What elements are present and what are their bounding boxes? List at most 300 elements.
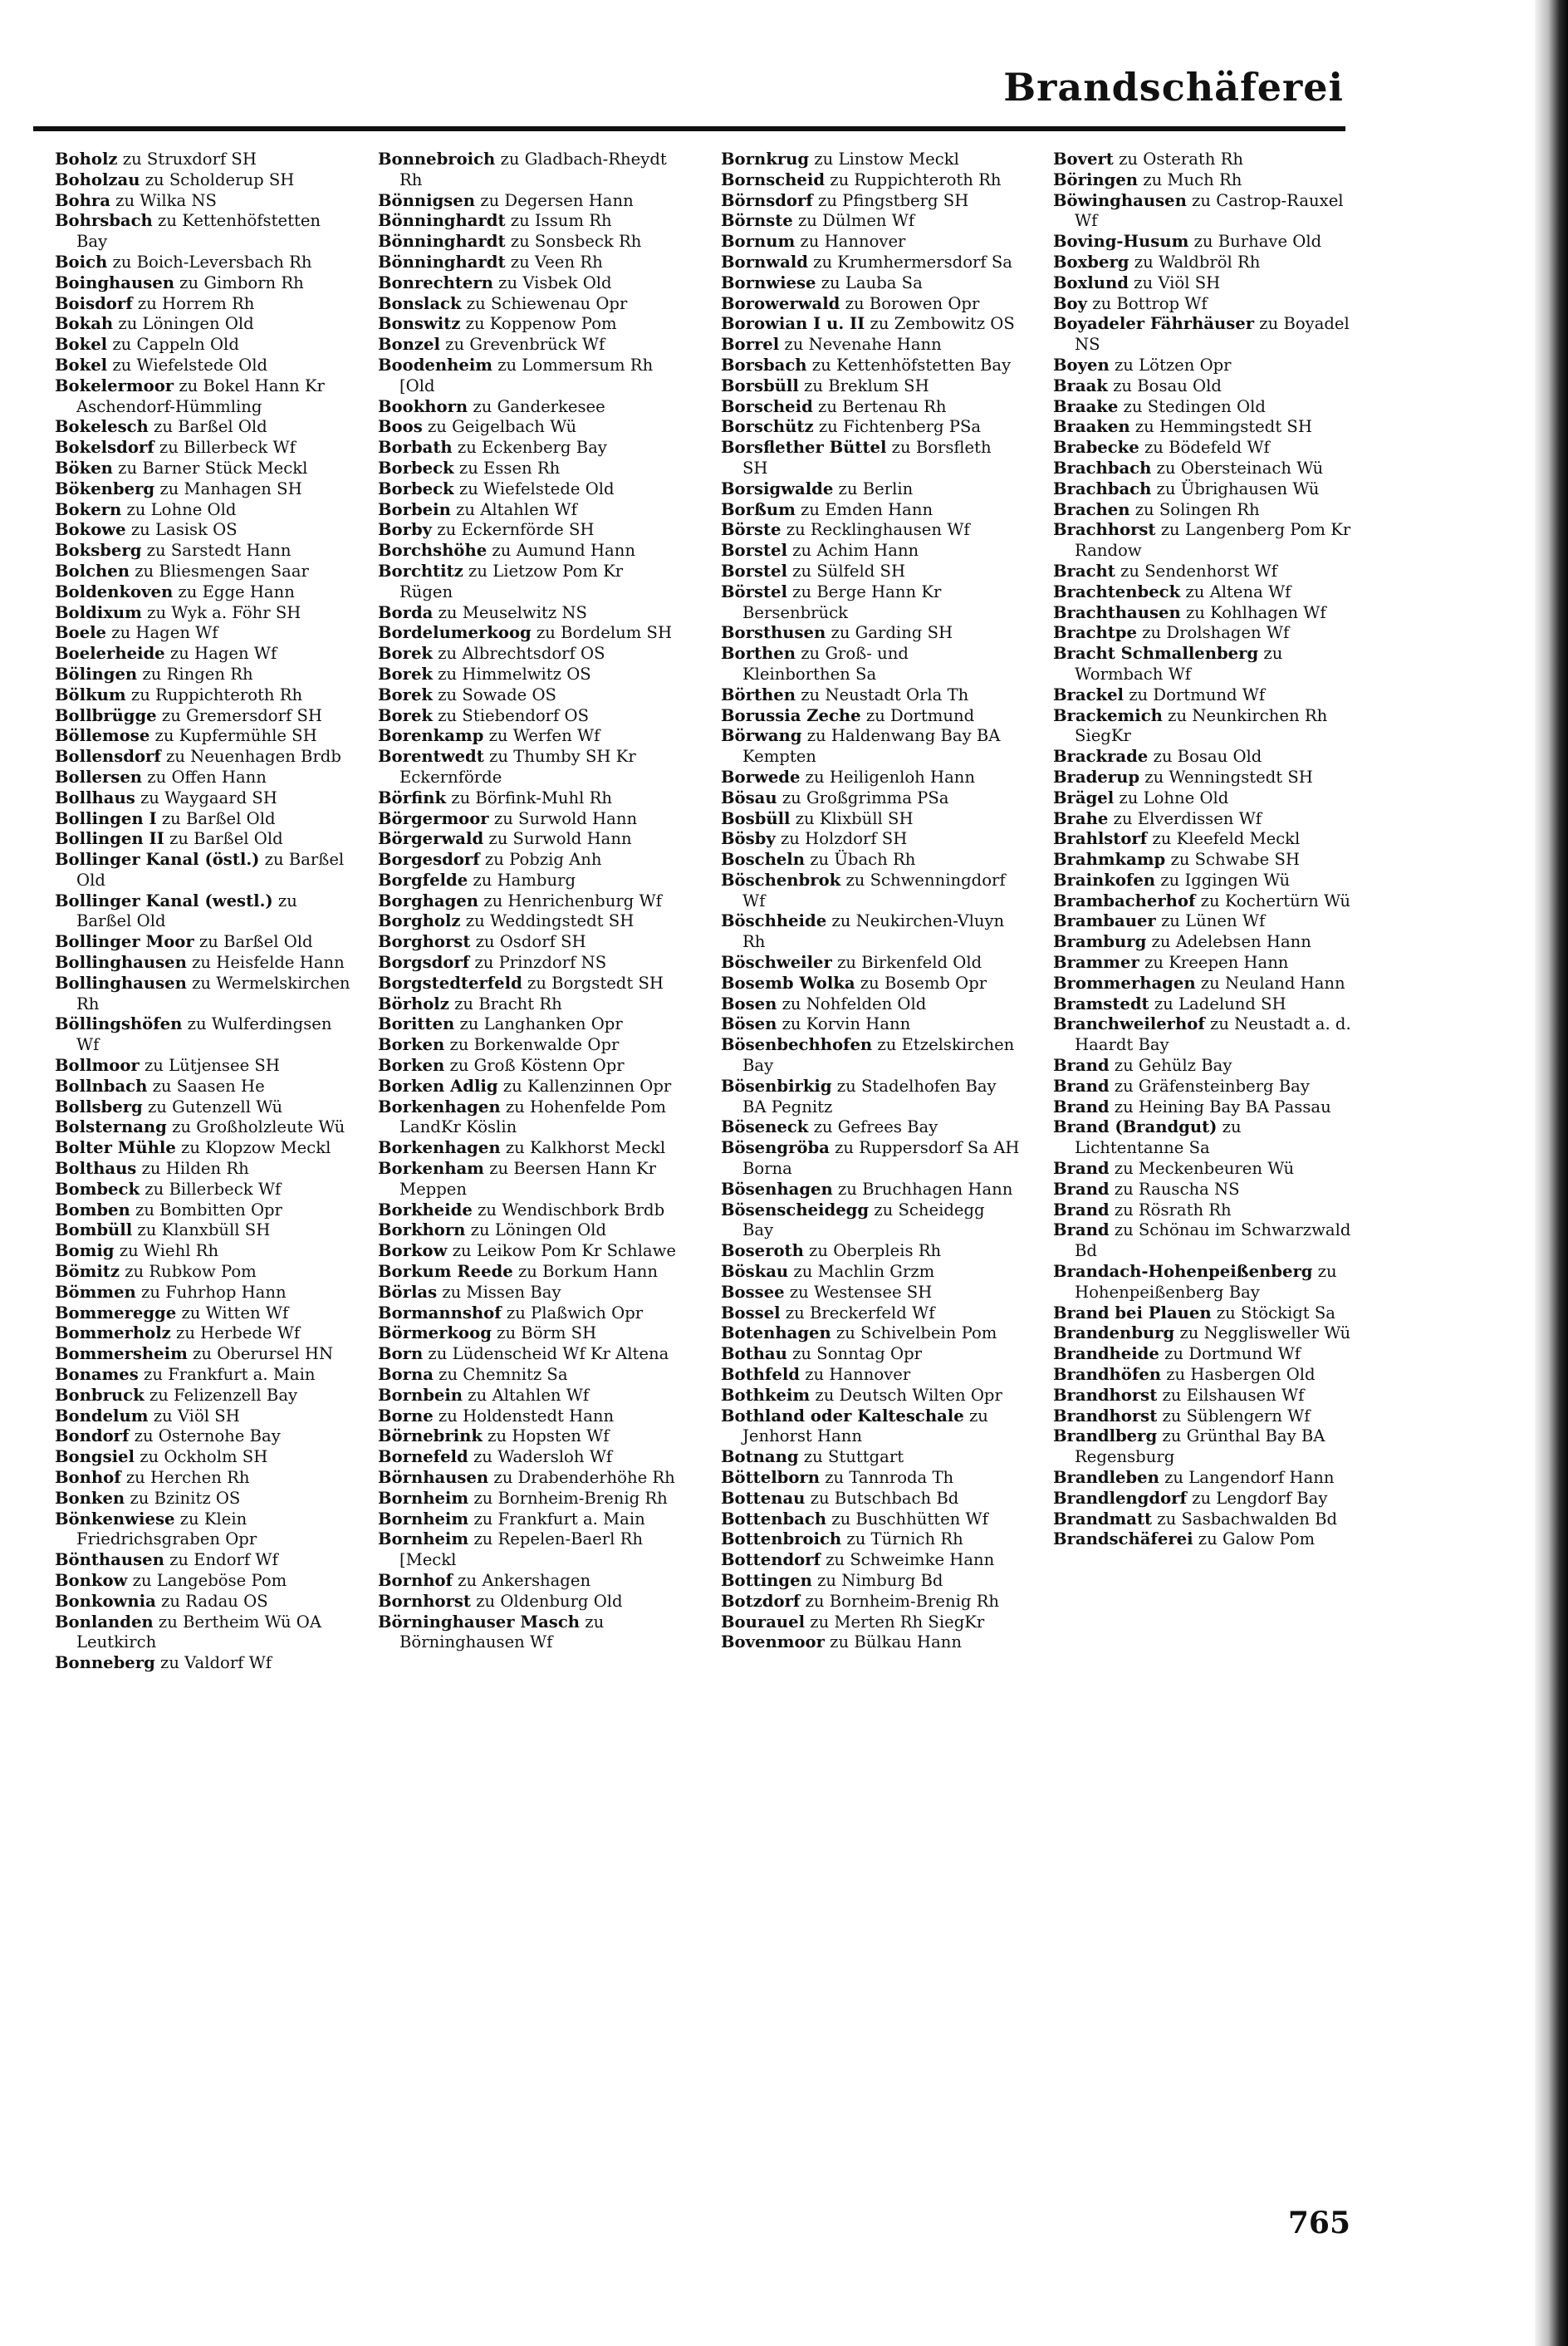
entry-headword: Bonslack (378, 293, 462, 313)
entry-location: zu Rubkow Pom (119, 1262, 257, 1282)
entry-headword: Bokelsdorf (55, 438, 154, 458)
column-3 (721, 150, 1020, 1653)
entry-headword: Bollingen I (55, 808, 157, 828)
entry-headword: Boving-Husum (1053, 232, 1189, 252)
entry-location: zu Langeböse Pom (127, 1570, 287, 1590)
gazetteer-entry (721, 211, 1020, 232)
entry-headword: Bonbruck (55, 1385, 145, 1405)
entry-location: zu Schiewenau Opr (461, 293, 628, 313)
entry-headword: Bommerholz (55, 1323, 171, 1343)
entry-location: zu Visbek Old (492, 272, 612, 292)
entry-location: zu Witten Wf (176, 1303, 289, 1323)
entry-location: zu Stöckigt Sa (1211, 1303, 1335, 1323)
entry-headword: Brommerhagen (1053, 973, 1196, 993)
entry-location: zu Prinzdorf NS (469, 953, 607, 973)
entry-headword: Bömitz (55, 1262, 120, 1282)
entry-location: zu Kallenzinnen Opr (497, 1076, 672, 1096)
entry-headword: Bothfeld (721, 1365, 800, 1385)
entry-location: zu Endorf Wf (164, 1550, 278, 1570)
entry-headword: Böringen (1053, 169, 1139, 189)
gazetteer-entry (55, 170, 354, 191)
gazetteer-entry (1053, 1220, 1352, 1262)
gazetteer-entry (1053, 1426, 1352, 1468)
entry-headword: Börfink (378, 788, 447, 807)
gazetteer-entry (1053, 1014, 1352, 1056)
gazetteer-entry (1053, 747, 1352, 768)
gazetteer-entry (378, 911, 677, 932)
entry-headword: Bollinghausen (55, 973, 187, 993)
entry-headword: Borek (378, 705, 433, 725)
entry-headword: Bommeregge (55, 1303, 177, 1323)
entry-headword: Bolchen (55, 561, 130, 581)
entry-headword: Bömmen (55, 1282, 136, 1302)
gazetteer-entry (378, 1262, 677, 1283)
entry-location: zu Sonntag Opr (786, 1344, 923, 1364)
entry-location: zu Bülkau Hann (824, 1632, 963, 1652)
entry-location: zu Bosemb Opr (855, 973, 987, 993)
entry-location: zu Hagen Wf (164, 644, 277, 664)
entry-headword: Bordelumerkoog (378, 623, 532, 643)
gazetteer-entry (1053, 314, 1352, 356)
entry-location: zu Machlin Grzm (788, 1262, 935, 1282)
entry-headword: Borwede (721, 767, 801, 787)
entry-headword: Borstel (721, 561, 787, 581)
gazetteer-entry (721, 479, 1020, 500)
entry-location: zu Lötzen Opr (1109, 355, 1232, 375)
book-binding-shadow (1535, 0, 1568, 2346)
entry-location: zu Recklinghausen Wf (781, 520, 970, 540)
entry-headword: Borby (378, 520, 433, 540)
entry-headword: Borgholz (378, 911, 461, 931)
entry-location: zu Neuenhagen Brdb (160, 747, 341, 767)
entry-headword: Börnsdorf (721, 190, 813, 210)
entry-location: zu Langendorf Hann (1159, 1468, 1335, 1487)
gazetteer-entry (721, 500, 1020, 521)
gazetteer-entry (721, 1303, 1020, 1324)
entry-location: zu Albrechtsdorf OS (433, 644, 605, 664)
gazetteer-entry (721, 520, 1020, 541)
gazetteer-entry (1053, 911, 1352, 932)
entry-location: zu Negglisweller Wü (1174, 1323, 1351, 1343)
entry-location: zu Wormbach Wf (1075, 644, 1283, 684)
gazetteer-entry (55, 1653, 354, 1674)
entry-headword: Brackrade (1053, 747, 1149, 767)
entry-headword: Brackel (1053, 685, 1124, 704)
entry-headword: Bökenberg (55, 479, 155, 498)
gazetteer-entry (55, 1571, 354, 1592)
gazetteer-entry (1053, 1159, 1352, 1180)
entry-location: zu Börninghausen Wf (399, 1612, 605, 1652)
entry-location: zu Kochertürn Wü (1195, 891, 1350, 910)
entry-headword: Brachbach (1053, 479, 1152, 498)
gazetteer-entry (378, 1014, 677, 1035)
entry-location: zu Dortmund Wf (1159, 1344, 1301, 1364)
entry-headword: Brand (1053, 1097, 1110, 1117)
entry-headword: Boldenkoven (55, 582, 174, 601)
gazetteer-entry (55, 1426, 354, 1447)
entry-location: zu Castrop-Rauxel Wf (1075, 190, 1344, 231)
gazetteer-entry (378, 356, 677, 397)
gazetteer-entry (378, 932, 677, 953)
gazetteer-entry (1053, 1365, 1352, 1386)
gazetteer-entry (55, 1509, 354, 1551)
entry-headword: Boodenheim (378, 355, 492, 375)
gazetteer-entry (55, 211, 354, 253)
entry-location: zu Boich-Leversbach Rh (107, 252, 312, 272)
entry-location: zu Ganderkesee (468, 396, 605, 416)
entry-location: zu Sarstedt Hann (141, 541, 292, 561)
entry-headword: Borsigwalde (721, 479, 834, 498)
entry-headword: Brachhorst (1053, 520, 1156, 540)
column-4 (1053, 150, 1352, 1550)
entry-location: zu Wiehl Rh (114, 1241, 219, 1261)
entry-location: zu Dülmen Wf (792, 211, 915, 231)
entry-headword: Bonneberg (55, 1653, 155, 1673)
gazetteer-entry (721, 1117, 1020, 1138)
gazetteer-entry (378, 809, 677, 830)
gazetteer-entry (1053, 953, 1352, 974)
entry-location: zu Lauba Sa (816, 272, 923, 292)
entry-location: zu Weddingstedt SH (460, 911, 635, 931)
gazetteer-entry (1053, 706, 1352, 748)
entry-location: zu Schwabe SH (1165, 850, 1301, 870)
entry-headword: Böseneck (721, 1117, 809, 1137)
entry-location: zu Scholderup SH (140, 169, 295, 189)
entry-headword: Bonlanden (55, 1612, 154, 1632)
entry-headword: Boele (55, 623, 107, 643)
gazetteer-entry (1053, 459, 1352, 479)
gazetteer-entry (1053, 871, 1352, 891)
gazetteer-entry (1053, 685, 1352, 706)
gazetteer-entry (1053, 809, 1352, 830)
entry-location: zu Hilden Rh (136, 1159, 249, 1179)
gazetteer-entry (378, 397, 677, 418)
entry-location: zu Oldenburg Old (470, 1591, 623, 1611)
entry-headword: Bollmoor (55, 1056, 140, 1076)
entry-headword: Brachtenbeck (1053, 582, 1181, 601)
entry-headword: Bönninghardt (378, 252, 506, 272)
entry-headword: Brandmatt (1053, 1509, 1153, 1529)
entry-location: zu Gremersdorf SH (156, 705, 322, 725)
entry-location: zu Borsfleth SH (742, 438, 992, 478)
gazetteer-entry (55, 294, 354, 315)
entry-location: zu Lüdenscheid Wf Kr Altena (423, 1344, 669, 1364)
gazetteer-entry (55, 932, 354, 953)
gazetteer-entry (721, 809, 1020, 830)
gazetteer-entry (1053, 1056, 1352, 1077)
entry-headword: Bönthausen (55, 1550, 164, 1570)
entry-location: zu Heining Bay BA Passau (1109, 1097, 1331, 1117)
entry-location: zu Gutenzell Wü (142, 1097, 283, 1117)
entry-location: zu Nohfelden Old (777, 994, 927, 1013)
gazetteer-entry (1053, 1468, 1352, 1489)
gazetteer-entry (55, 623, 354, 644)
gazetteer-entry (721, 1323, 1020, 1344)
entry-location: zu Fuhrhop Hann (135, 1282, 287, 1302)
entry-headword: Brackemich (1053, 705, 1163, 725)
gazetteer-entry (721, 685, 1020, 706)
gazetteer-entry (55, 582, 354, 603)
entry-headword: Bollersen (55, 767, 143, 787)
entry-location: zu Elverdissen Wf (1108, 808, 1262, 828)
gazetteer-entry (721, 294, 1020, 315)
entry-location: zu Viöl SH (1128, 272, 1221, 292)
entry-location: zu Plaßwich Opr (501, 1303, 644, 1323)
gazetteer-entry (721, 335, 1020, 356)
entry-location: zu Ladelund SH (1149, 994, 1286, 1013)
entry-headword: Borentwedt (378, 747, 484, 767)
entry-location: zu Bordelum SH (531, 623, 673, 643)
entry-location: zu Lietzow Pom Kr Rügen (399, 561, 624, 601)
entry-location: zu Barner Stück Meckl (112, 458, 308, 478)
gazetteer-entry (1053, 829, 1352, 850)
entry-headword: Bornwiese (721, 272, 816, 292)
entry-location: zu Kupfermühle SH (149, 726, 317, 746)
entry-headword: Bornscheid (721, 169, 826, 189)
gazetteer-entry (1053, 500, 1352, 521)
entry-headword: Brandach-Hohenpeißenberg (1053, 1262, 1313, 1282)
entry-headword: Brandenburg (1053, 1323, 1175, 1343)
entry-location: zu Garding SH (826, 623, 953, 643)
entry-headword: Borenkamp (378, 726, 484, 746)
gazetteer-entry (55, 1303, 354, 1324)
entry-location: zu Schweimke Hann (820, 1550, 995, 1570)
gazetteer-entry (55, 891, 354, 933)
entry-headword: Borbeck (378, 458, 454, 478)
entry-headword: Borkow (378, 1241, 448, 1261)
entry-headword: Brandhöfen (1053, 1365, 1161, 1385)
entry-location: zu Wilka NS (110, 190, 217, 210)
gazetteer-entry (55, 459, 354, 479)
gazetteer-entry (721, 232, 1020, 253)
gazetteer-entry (1053, 376, 1352, 397)
entry-headword: Bomben (55, 1200, 130, 1220)
entry-location: zu Barßel Old (156, 808, 276, 828)
entry-headword: Bollnbach (55, 1076, 148, 1096)
entry-headword: Bösengröba (721, 1138, 830, 1158)
entry-headword: Borsflether Büttel (721, 438, 887, 458)
entry-location: zu Börfink-Muhl Rh (446, 788, 612, 807)
gazetteer-entry (55, 1406, 354, 1427)
gazetteer-entry (55, 1489, 354, 1509)
gazetteer-entry (55, 1550, 354, 1571)
entry-headword: Bottenau (721, 1488, 806, 1508)
entry-location: zu Radau OS (155, 1591, 268, 1611)
entry-headword: Bourauel (721, 1612, 806, 1632)
entry-headword: Brahlstorf (1053, 829, 1148, 849)
entry-headword: Bornkrug (721, 150, 810, 169)
gazetteer-entry (721, 170, 1020, 191)
gazetteer-entry (721, 541, 1020, 562)
entry-headword: Branchweilerhof (1053, 1014, 1205, 1034)
gazetteer-entry (378, 891, 677, 912)
entry-headword: Bollinger Kanal (östl.) (55, 850, 260, 870)
entry-location: zu Altahlen Wf (463, 1385, 590, 1405)
entry-location: zu Veen Rh (505, 252, 603, 272)
entry-headword: Börnebrink (378, 1426, 483, 1446)
entry-location: zu Boyadel NS (1075, 314, 1350, 355)
gazetteer-entry (721, 1283, 1020, 1303)
gazetteer-entry (1053, 1097, 1352, 1118)
entry-headword: Bormannshof (378, 1303, 502, 1323)
gazetteer-entry (55, 1056, 354, 1077)
entry-location: zu Bornheim-Brenig Rh (800, 1591, 999, 1611)
gazetteer-entry (378, 871, 677, 891)
entry-headword: Bönnigsen (378, 190, 476, 210)
entry-location: zu Hagen Wf (106, 623, 218, 643)
entry-headword: Bornhorst (378, 1591, 471, 1611)
gazetteer-entry (721, 438, 1020, 479)
entry-location: zu Wulferdingsen Wf (76, 1014, 332, 1055)
entry-headword: Brand (1053, 1076, 1110, 1096)
gazetteer-entry (378, 788, 677, 809)
entry-location: zu Klanxbüll SH (132, 1220, 271, 1240)
gazetteer-entry (1053, 1180, 1352, 1200)
entry-location: zu Eilshausen Wf (1157, 1385, 1305, 1405)
gazetteer-entry (378, 974, 677, 994)
gazetteer-entry (55, 829, 354, 850)
entry-location: zu Hasbergen Old (1160, 1365, 1316, 1385)
entry-headword: Boldixum (55, 602, 142, 622)
gazetteer-entry (721, 994, 1020, 1015)
entry-headword: Böschweiler (721, 953, 832, 973)
entry-headword: Bossee (721, 1282, 785, 1302)
entry-location: zu Himmelwitz OS (433, 664, 591, 684)
entry-location: zu Bertheim Wü OA Leutkirch (76, 1612, 322, 1652)
gazetteer-entry (55, 953, 354, 974)
gazetteer-entry (55, 685, 354, 706)
gazetteer-entry (1053, 974, 1352, 994)
gazetteer-entry (55, 665, 354, 685)
entry-headword: Borkheide (378, 1200, 473, 1220)
entry-location: zu Bertenau Rh (812, 396, 947, 416)
entry-headword: Bönninghardt (378, 211, 506, 231)
entry-headword: Boyadeler Fährhäuser (1053, 314, 1255, 334)
entry-headword: Brainkofen (1053, 870, 1156, 890)
gazetteer-entry (55, 520, 354, 541)
entry-location: zu Lohne Old (121, 499, 237, 519)
entry-headword: Bokelesch (55, 417, 149, 437)
gazetteer-entry (378, 850, 677, 871)
gazetteer-entry (55, 273, 354, 294)
gazetteer-entry (721, 1077, 1020, 1118)
entry-headword: Bomig (55, 1241, 115, 1261)
gazetteer-entry (378, 1344, 677, 1365)
gazetteer-entry (55, 356, 354, 376)
entry-headword: Böschheide (721, 911, 827, 931)
gazetteer-entry (55, 809, 354, 830)
entry-headword: Brachbach (1053, 458, 1152, 478)
entry-location: zu Herchen Rh (120, 1468, 250, 1487)
entry-location: zu Geigelbach Wü (422, 417, 577, 437)
entry-location: zu Türnich Rh (841, 1529, 963, 1549)
entry-location: zu Neunkirchen Rh SiegKr (1075, 705, 1328, 746)
entry-headword: Borek (378, 685, 433, 704)
gazetteer-entry (721, 788, 1020, 809)
gazetteer-entry (378, 1489, 677, 1509)
gazetteer-entry (378, 1035, 677, 1056)
gazetteer-entry (55, 1592, 354, 1612)
entry-headword: Bonrechtern (378, 272, 493, 292)
entry-location: zu Surwold Hann (488, 808, 638, 828)
gazetteer-entry (1053, 1303, 1352, 1324)
entry-headword: Börmerkoog (378, 1323, 492, 1343)
gazetteer-entry (378, 294, 677, 315)
entry-headword: Boinghausen (55, 272, 174, 292)
gazetteer-entry (55, 479, 354, 500)
gazetteer-entry (378, 1447, 677, 1468)
entry-headword: Borgstedterfeld (378, 973, 522, 993)
gazetteer-entry (1053, 1529, 1352, 1550)
entry-headword: Boholzau (55, 169, 140, 189)
entry-location: zu Klein Friedrichsgraben Opr (76, 1509, 257, 1549)
entry-location: zu Frankfurt a. Main (468, 1509, 645, 1529)
entry-location: zu Bliesmengen Saar (129, 561, 309, 581)
entry-location: zu Cappeln Old (107, 335, 239, 355)
entry-location: zu Kalkhorst Meckl (500, 1138, 666, 1158)
entry-location: zu Meckenbeuren Wü (1109, 1159, 1295, 1179)
entry-location: zu Oberpleis Rh (803, 1241, 942, 1261)
entry-location: zu Hopsten Wf (482, 1426, 610, 1446)
gazetteer-entry (1053, 520, 1352, 562)
entry-location: zu Breklum SH (798, 375, 929, 395)
entry-location: zu Herbede Wf (170, 1323, 301, 1343)
entry-headword: Börste (721, 520, 782, 540)
entry-location: zu Horrem Rh (132, 293, 255, 313)
entry-location: zu Nevenahe Hann (779, 335, 942, 355)
gazetteer-entry (378, 726, 677, 747)
gazetteer-entry (378, 459, 677, 479)
entry-location: zu Aumund Hann (487, 541, 635, 561)
entry-location: zu Ankershagen (452, 1570, 591, 1590)
entry-headword: Borken (378, 1035, 445, 1055)
entry-headword: Boos (378, 417, 423, 437)
gazetteer-entry (378, 150, 677, 191)
entry-headword: Borsbach (721, 355, 807, 375)
entry-location: zu Oberursel HN (187, 1344, 334, 1364)
entry-location: zu Bzinitz OS (125, 1488, 241, 1508)
page-number: 765 (1287, 2206, 1350, 2240)
gazetteer-entry (378, 665, 677, 685)
entry-location: zu Osdorf SH (470, 932, 586, 952)
entry-headword: Borkenhagen (378, 1097, 501, 1117)
gazetteer-entry (1053, 1489, 1352, 1509)
entry-location: zu Rösrath Rh (1109, 1200, 1232, 1220)
gazetteer-entry (378, 562, 677, 603)
gazetteer-entry (1053, 232, 1352, 253)
entry-location: zu Bosau Old (1148, 747, 1262, 767)
entry-headword: Bollinghausen (55, 953, 187, 973)
gazetteer-entry (721, 314, 1020, 335)
gazetteer-entry (55, 1117, 354, 1138)
entry-location: zu Stadelhofen Bay BA Pegnitz (742, 1076, 997, 1117)
gazetteer-entry (721, 768, 1020, 788)
gazetteer-entry (721, 871, 1020, 912)
gazetteer-entry (55, 768, 354, 788)
gazetteer-entry (55, 1241, 354, 1262)
entry-headword: Brand bei Plauen (1053, 1303, 1212, 1323)
entry-location: zu Schönau im Schwarzwald Bd (1075, 1220, 1351, 1261)
entry-headword: Bottenbach (721, 1509, 827, 1529)
entry-location: zu Burhave Old (1188, 232, 1322, 252)
entry-location: zu Krumhermersdorf Sa (807, 252, 1012, 272)
gazetteer-entry (1053, 253, 1352, 273)
entry-headword: Bombeck (55, 1179, 140, 1199)
entry-location: zu Kohlhagen Wf (1180, 602, 1326, 622)
gazetteer-entry (378, 1612, 677, 1654)
entry-headword: Brandheide (1053, 1344, 1159, 1364)
gazetteer-entry (55, 1262, 354, 1283)
